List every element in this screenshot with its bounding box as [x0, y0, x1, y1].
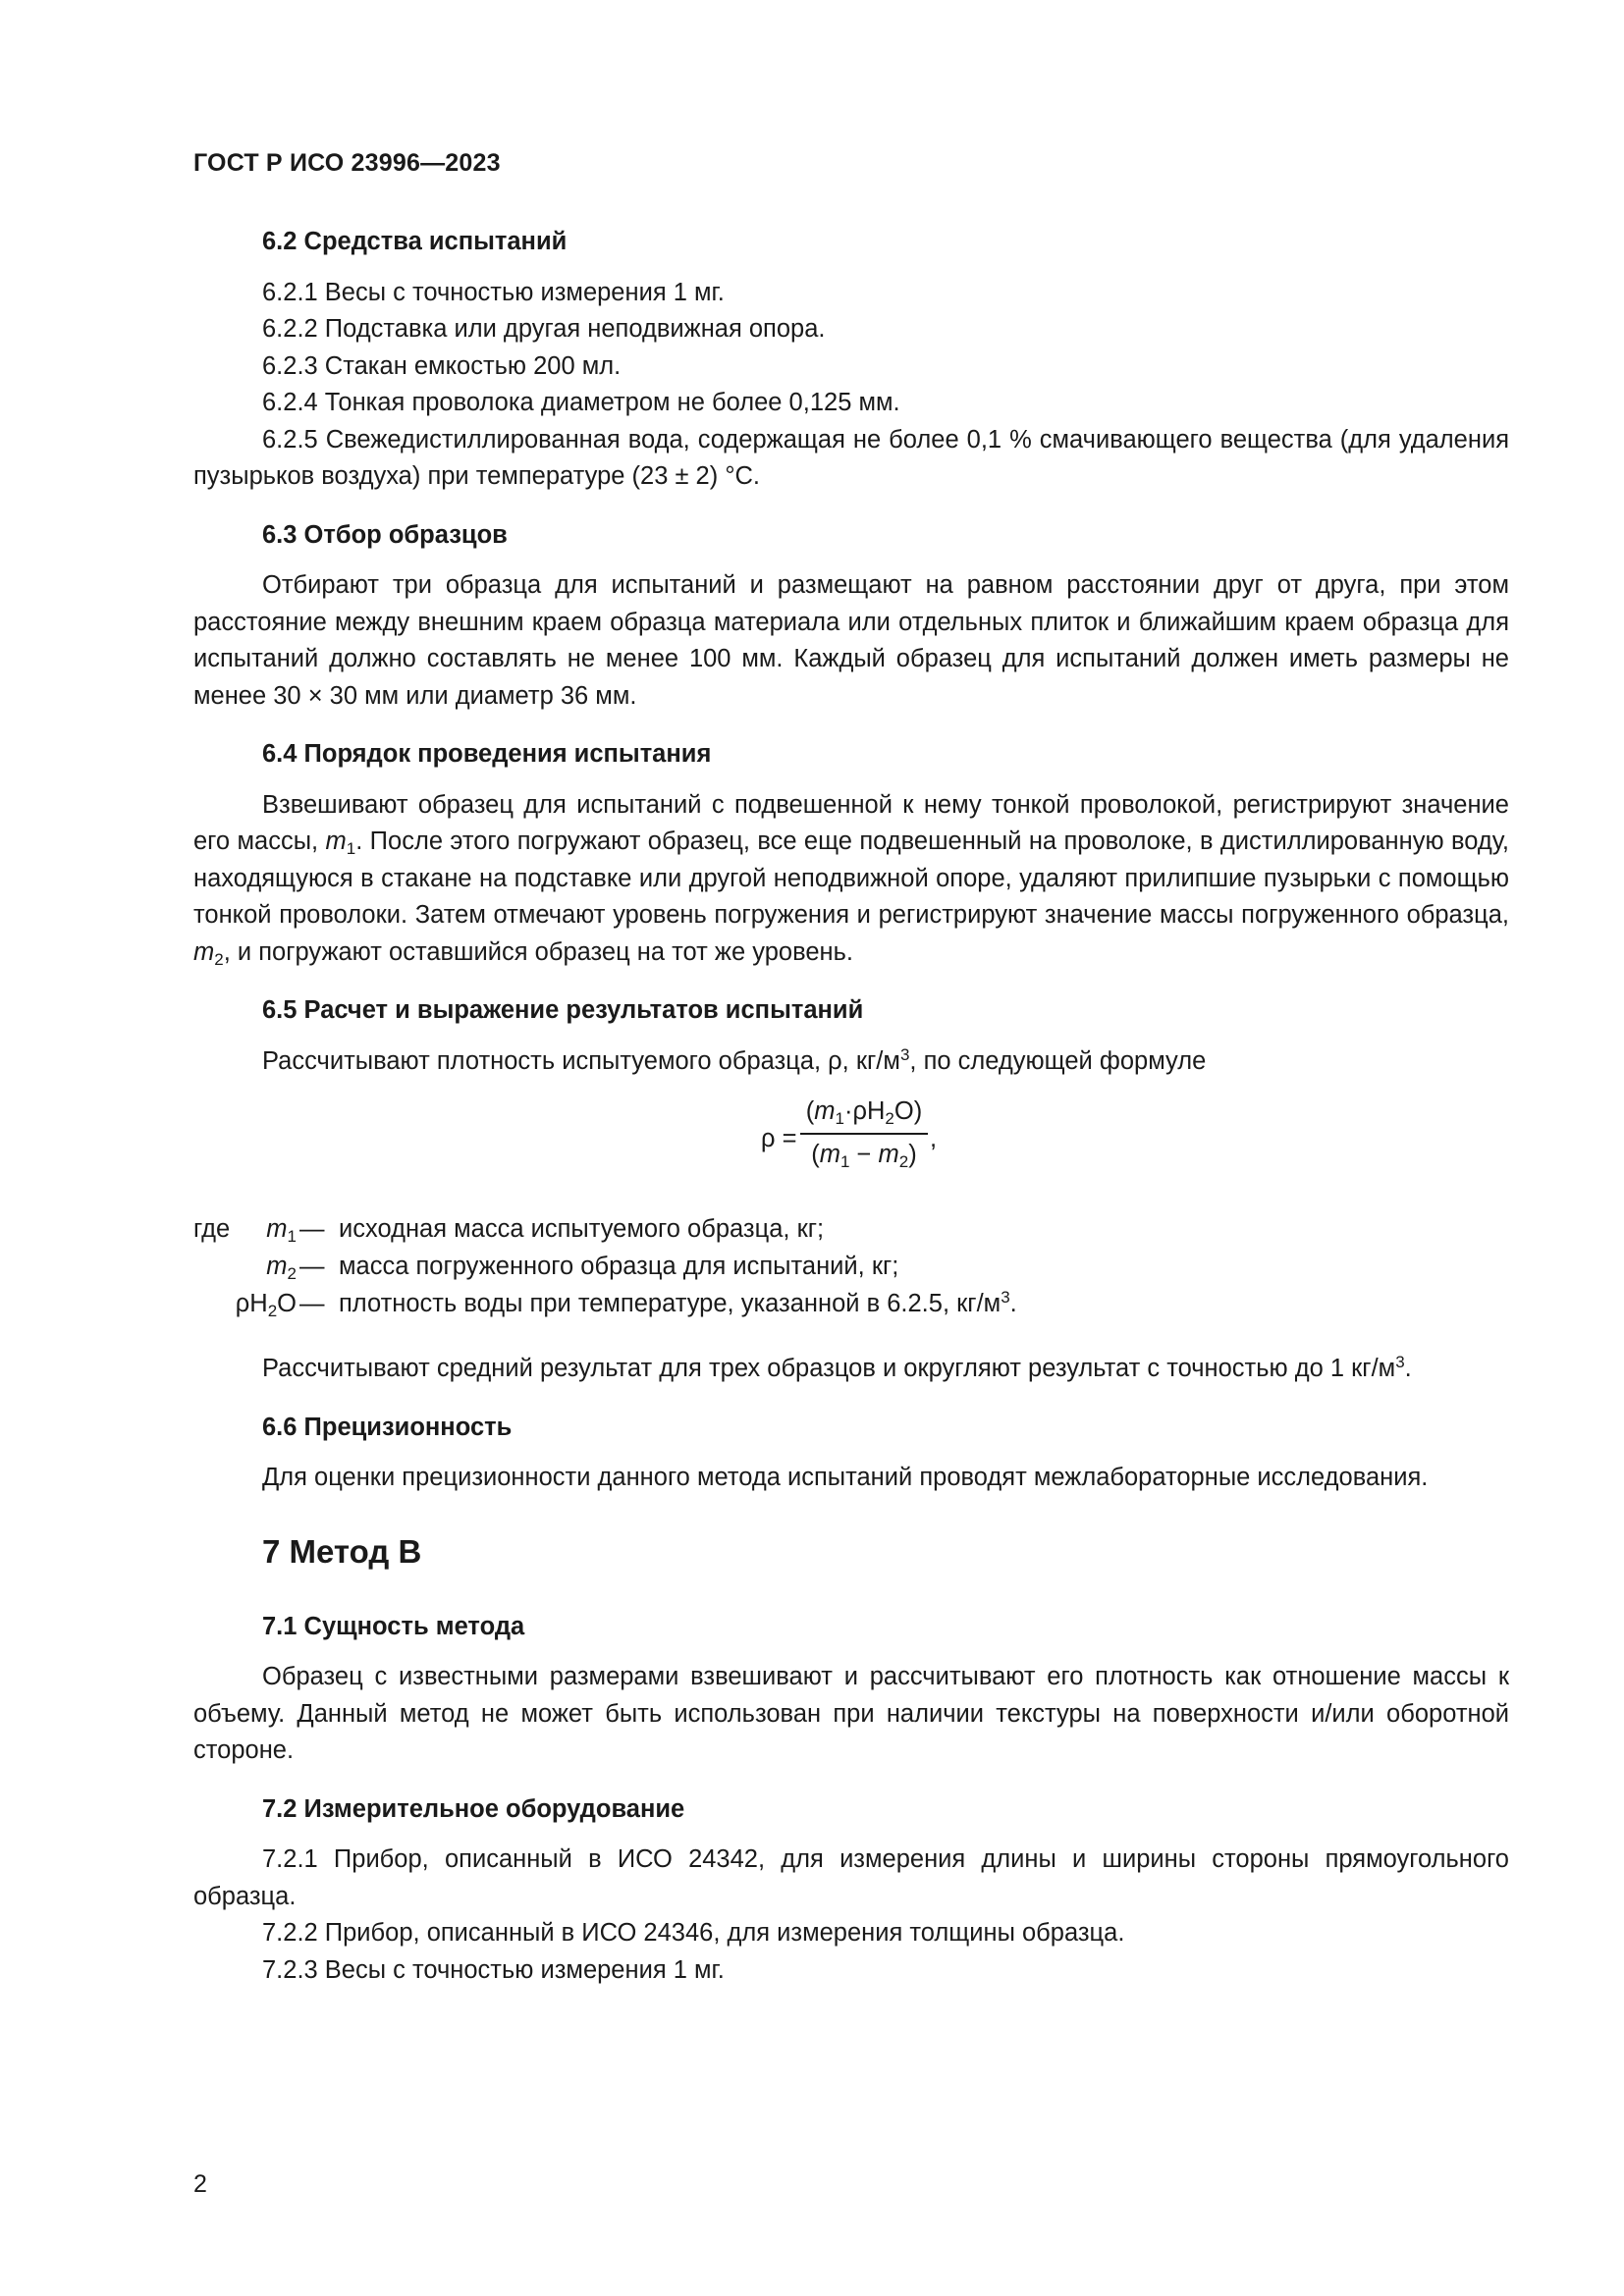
- section-7-2-heading: 7.2 Измерительное оборудование: [262, 1794, 685, 1823]
- formula-numerator: $(m_1\cdot\rho H_2O)$: [805, 1097, 923, 1128]
- page-number: 2: [193, 2170, 207, 2198]
- formula-fraction: [800, 1094, 928, 1173]
- section-6-5-intro: Рассчитывают плотность испытуемого образца, ρ, $кг/м^3$, по следующей формуле: [262, 1044, 1207, 1075]
- section-6-5-heading: 6.5 Расчет и выражение результатов испытаний: [262, 996, 864, 1024]
- formula-denominator: $(m_1 - m_2)$: [811, 1140, 917, 1171]
- section-6-5-average: Рассчитывают средний результат для трех образцов и округляют результат с точностью до 1 $кг/м^3$.: [262, 1353, 1412, 1382]
- section-6-4-heading: 6.4 Порядок проведения испытания: [262, 740, 712, 768]
- section-6-6-heading: 6.6 Прецизионность: [262, 1413, 513, 1441]
- section-6-4-text: Взвешивают образец для испытаний с подвешенной к нему тонкой проволокой, регистрируют значение его массы, $m_1$. После этого погружают образец, все еще подвешенный на проволоке, в дистиллированную воду, находящуюся в стакане на подставке или другой неподвижной опоре, удаляют прилипшие пузырьки с помощью тонкой проволоки. Затем отмечают уровень погружения и регистрируют значение массы погруженного образца, $m_2$, и погружают оставшийся образец на тот же уровень.: [193, 790, 1509, 969]
- item-7-2-3: 7.2.3 Весы с точностью измерения 1 мг.: [262, 1955, 725, 1984]
- section-6-3-text: Отбирают три образца для испытаний и размещают на равном расстоянии друг от друга, при этом расстояние между внешним краем образца материала или отдельных плиток и ближайшим краем образца для испытаний должно составлять не менее 100 мм. Каждый образец для испытаний должен иметь размеры не менее 30 × 30 мм или диаметр 36 мм.: [193, 571, 1509, 710]
- section-7-1-text: Образец с известными размерами взвешивают и рассчитывают его плотность как отношение массы к объему. Данный метод не может быть использован при наличии текстуры на поверхности и/или оборотной стороне.: [193, 1663, 1509, 1764]
- section-7-1-heading: 7.1 Сущность метода: [262, 1612, 525, 1640]
- section-6-3-heading: 6.3 Отбор образцов: [262, 520, 508, 549]
- item-6-2-5: 6.2.5 Свежедистиллированная вода, содержащая не более 0,1 % смачивающего вещества (для удаления пузырьков воздуха) при температуре (23 ± 2) °С.: [193, 425, 1509, 490]
- item-6-2-2: 6.2.2 Подставка или другая неподвижная опора.: [262, 315, 826, 343]
- section-6-2-heading: 6.2 Средства испытаний: [262, 228, 568, 255]
- formula-comma: ,: [930, 1125, 938, 1152]
- document-header: ГОСТ Р ИСО 23996—2023: [193, 149, 501, 177]
- formula-legend: где $m_1$ — исходная масса испытуемого образца, кг; $m_2$ — масса погруженного образца для испытаний, кг; $\rho H_2O$ — плотность воды при температуре, указанной в 6.2.5, $кг/м^3$.: [193, 1215, 1017, 1320]
- density-formula: [193, 1088, 1509, 1198]
- section-7-heading: 7 Метод В: [262, 1532, 422, 1570]
- formula-lhs: ρ =: [761, 1125, 797, 1152]
- item-6-2-3: 6.2.3 Стакан емкостью 200 мл.: [262, 351, 622, 380]
- item-7-2-2: 7.2.2 Прибор, описанный в ИСО 24346, для измерения толщины образца.: [262, 1919, 1125, 1947]
- item-7-2-1: 7.2.1 Прибор, описанный в ИСО 24342, для измерения длины и ширины стороны прямоугольного образца.: [193, 1845, 1509, 1910]
- section-6-6-text: Для оценки прецизионности данного метода испытаний проводят межлабораторные исследования.: [262, 1464, 1429, 1491]
- document-body: [193, 224, 1509, 1989]
- item-6-2-4: 6.2.4 Тонкая проволока диаметром не более 0,125 мм.: [262, 389, 900, 416]
- item-6-2-1: 6.2.1 Весы с точностью измерения 1 мг.: [262, 278, 725, 306]
